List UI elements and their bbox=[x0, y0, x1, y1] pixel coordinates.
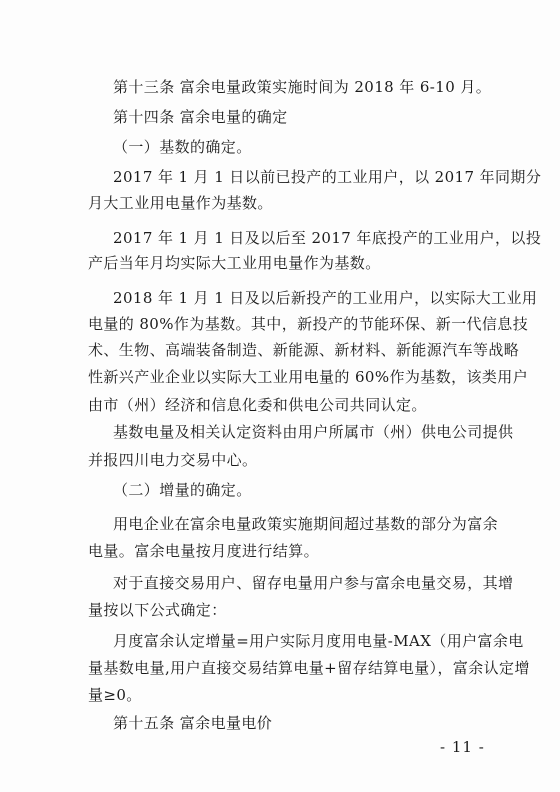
paragraph-line: 2017 年 1 月 1 日以前已投产的工业用户，以 2017 年同期分 bbox=[113, 168, 542, 186]
paragraph-line: 产后当年月均实际大工业用电量作为基数。 bbox=[88, 254, 381, 272]
paragraph-line: 术、生物、高端装备制造、新能源、新材料、新能源汽车等战略 bbox=[88, 341, 520, 359]
paragraph-line: 性新兴产业企业以实际大工业用电量的 60%作为基数，该类用户 bbox=[88, 368, 529, 386]
paragraph-line: 用电企业在富余电量政策实施期间超过基数的部分为富余 bbox=[113, 515, 499, 533]
paragraph-line: 量按以下公式确定： bbox=[88, 601, 227, 619]
paragraph-line: 并报四川电力交易中心。 bbox=[88, 451, 258, 469]
section-1-heading: （一）基数的确定。 bbox=[113, 138, 252, 156]
paragraph-line: 基数电量及相关认定资料由用户所属市（州）供电公司提供 bbox=[113, 423, 514, 441]
paragraph-line: 电量的 80%作为基数。其中，新投产的节能环保、新一代信息技 bbox=[88, 315, 529, 333]
formula-line: 量≥0。 bbox=[88, 686, 142, 704]
paragraph-line: 电量。富余电量按月度进行结算。 bbox=[88, 542, 320, 560]
paragraph-line: 2018 年 1 月 1 日及以后新投产的工业用户，以实际大工业用 bbox=[113, 289, 538, 307]
paragraph-line: 对于直接交易用户、留存电量用户参与富余电量交易，其增 bbox=[113, 574, 514, 592]
section-2-heading: （二）增量的确定。 bbox=[113, 481, 252, 499]
article-13-line: 第十三条 富余电量政策实施时间为 2018 年 6-10 月。 bbox=[113, 78, 492, 96]
article-15-heading: 第十五条 富余电量电价 bbox=[113, 714, 273, 732]
paragraph-line: 2017 年 1 月 1 日及以后至 2017 年底投产的工业用户，以投 bbox=[113, 229, 542, 247]
article-14-heading: 第十四条 富余电量的确定 bbox=[113, 108, 288, 126]
paragraph-line: 由市（州）经济和信息化委和供电公司共同认定。 bbox=[88, 396, 427, 414]
formula-line: 月度富余认定增量=用户实际月度用电量-MAX（用户富余电 bbox=[113, 632, 524, 650]
formula-line: 量基数电量,用户直接交易结算电量+留存结算电量），富余认定增 bbox=[88, 659, 530, 677]
paragraph-line: 月大工业用电量作为基数。 bbox=[88, 194, 273, 212]
page-number: - 11 - bbox=[440, 738, 485, 756]
